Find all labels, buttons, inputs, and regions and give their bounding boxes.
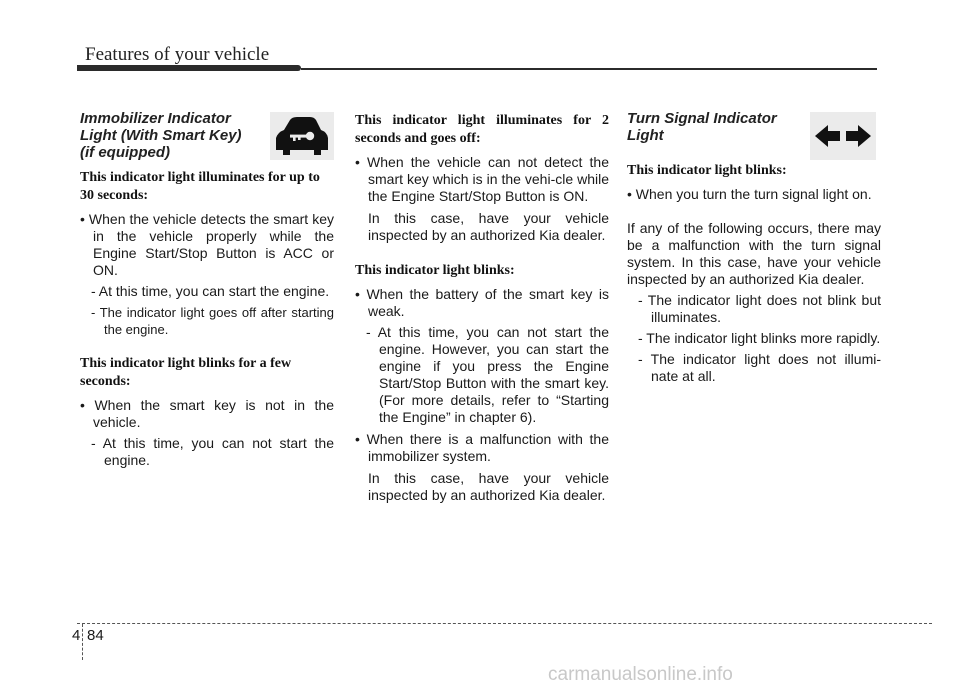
turn-signal-malfunction-para: If any of the following occurs, there may be a malfunction with the turn signal system. In this case, have your vehicle inspected by an authorized Kia dealer. [627, 220, 881, 287]
immobilizer-malfunction-advice: In this case, have your vehicle inspected by an authorized Kia dealer. [368, 470, 609, 503]
immobilizer-section-title: Immobilizer Indicator Light (With Smart Key) (if equipped) [80, 110, 242, 161]
header-rule-thin [301, 68, 877, 70]
footer-rule [77, 623, 932, 624]
off-after-2s-advice: In this case, have your vehicle inspected by an authorized Kia dealer. [368, 210, 609, 243]
column-immobilizer [80, 110, 334, 469]
off-after-2s-bullet: • When the vehicle can not detect the smart key which is in the vehi-cle while the Engine Start/Stop Button is ON. [355, 154, 609, 204]
weak-battery-note: - At this time, you can not start the engine. However, you can start the engine if you press the Engine Start/Stop Button with the smart key. (For more details, refer to “Starting the Engine” in chapter 6). [366, 324, 609, 425]
turn-signal-condition-3: - The indicator light does not illumi-nate at all. [638, 351, 881, 384]
weak-battery-bullet: • When the battery of the smart key is weak. [355, 286, 609, 319]
column-turn-signal [627, 110, 881, 385]
immobilizer-illuminate-note-1: - At this time, you can start the engine. [91, 283, 330, 299]
turn-signal-condition-1: - The indicator light does not blink but illuminates. [638, 292, 881, 325]
off-after-2s-heading: This indicator light illuminates for 2 seconds and goes off: [355, 113, 609, 146]
turn-signal-bullet: • When you turn the turn signal light on. [627, 186, 872, 202]
page-number: 84 [87, 627, 104, 644]
turn-signal-section-title: Turn Signal Indicator Light [627, 110, 777, 144]
footer-divider [82, 624, 83, 660]
turn-signal-blink-heading: This indicator light blinks: [627, 163, 787, 178]
turn-signal-condition-2: - The indicator light blinks more rapidly. [638, 330, 881, 346]
col2-blink-heading: This indicator light blinks: [355, 263, 515, 278]
immobilizer-illuminate-bullet: • When the vehicle detects the smart key in the vehicle properly while the Engine Start/Stop Button is ACC or ON. [80, 211, 334, 278]
watermark-text: carmanualsonline.info [548, 664, 733, 685]
immobilizer-blink-heading: This indicator light blinks for a few seconds: [80, 356, 292, 389]
page-header-title: Features of your vehicle [85, 44, 270, 65]
chapter-number: 4 [72, 627, 81, 644]
immobilizer-blink-note: - At this time, you can not start the engine. [91, 435, 334, 468]
immobilizer-illuminate-heading: This indicator light illuminates for up to 30 seconds: [80, 170, 320, 203]
immobilizer-illuminate-note-2: - The indicator light goes off after starting the engine. [91, 305, 334, 337]
immobilizer-malfunction-bullet: • When there is a malfunction with the immobilizer system. [355, 431, 610, 464]
immobilizer-blink-bullet: • When the smart key is not in the vehicle. [80, 397, 334, 430]
column-immobilizer-continued [355, 112, 609, 504]
header-rule-thick [77, 65, 301, 71]
